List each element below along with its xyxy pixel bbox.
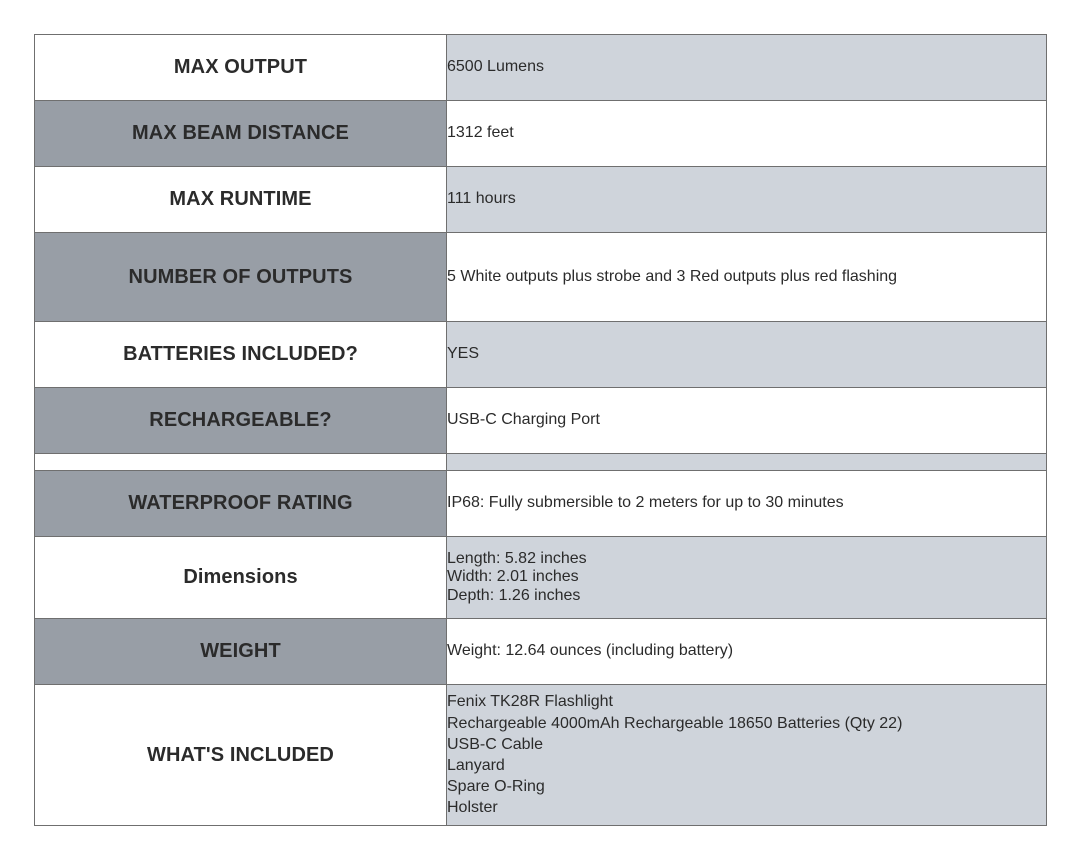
spec-table xyxy=(34,34,1047,826)
list-item: USB-C Cable xyxy=(447,735,544,753)
spec-row-spacer xyxy=(35,454,1047,471)
spec-value xyxy=(447,685,1047,826)
spec-value: Weight: 12.64 ounces (including battery) xyxy=(447,619,1047,685)
spec-label: MAX BEAM DISTANCE xyxy=(35,101,447,167)
spec-value: 5 White outputs plus strobe and 3 Red outputs plus red flashing xyxy=(447,233,1047,322)
list-item: Holster xyxy=(447,799,498,817)
spec-value: IP68: Fully submersible to 2 meters for up to 30 minutes xyxy=(447,471,1047,537)
spec-value: YES xyxy=(447,322,1047,388)
spec-row-batteries-included xyxy=(35,322,1047,388)
dimension-length: Length: 5.82 inches xyxy=(447,550,587,568)
dimension-width: Width: 2.01 inches xyxy=(447,568,579,586)
spec-label: MAX OUTPUT xyxy=(35,35,447,101)
dimension-depth: Depth: 1.26 inches xyxy=(447,586,581,604)
spec-value: USB-C Charging Port xyxy=(447,388,1047,454)
spacer-cell xyxy=(35,454,447,471)
spec-row-max-output xyxy=(35,35,1047,101)
list-item: Rechargeable 4000mAh Rechargeable 18650 Batteries (Qty 22) xyxy=(447,714,903,732)
spec-label: BATTERIES INCLUDED? xyxy=(35,322,447,388)
spec-label: Dimensions xyxy=(35,537,447,619)
spec-value xyxy=(447,537,1047,619)
spec-row-weight xyxy=(35,619,1047,685)
list-item: Spare O-Ring xyxy=(447,778,545,796)
list-item: Lanyard xyxy=(447,757,505,774)
spec-row-dimensions xyxy=(35,537,1047,619)
spec-label: MAX RUNTIME xyxy=(35,167,447,233)
spec-value: 6500 Lumens xyxy=(447,35,1047,101)
spec-label: RECHARGEABLE? xyxy=(35,388,447,454)
spec-label: NUMBER OF OUTPUTS xyxy=(35,233,447,322)
list-item: Fenix TK28R Flashlight xyxy=(447,693,613,711)
spec-label: WEIGHT xyxy=(35,619,447,685)
spec-label: WATERPROOF RATING xyxy=(35,471,447,537)
spec-row-max-runtime xyxy=(35,167,1047,233)
spec-value: 1312 feet xyxy=(447,101,1047,167)
spec-row-max-beam-distance xyxy=(35,101,1047,167)
spec-row-rechargeable xyxy=(35,388,1047,454)
spec-row-whats-included xyxy=(35,685,1047,826)
spec-row-waterproof-rating xyxy=(35,471,1047,537)
spec-value: 111 hours xyxy=(447,167,1047,233)
spec-label: WHAT'S INCLUDED xyxy=(35,685,447,826)
spec-row-number-of-outputs xyxy=(35,233,1047,322)
spacer-cell xyxy=(447,454,1047,471)
